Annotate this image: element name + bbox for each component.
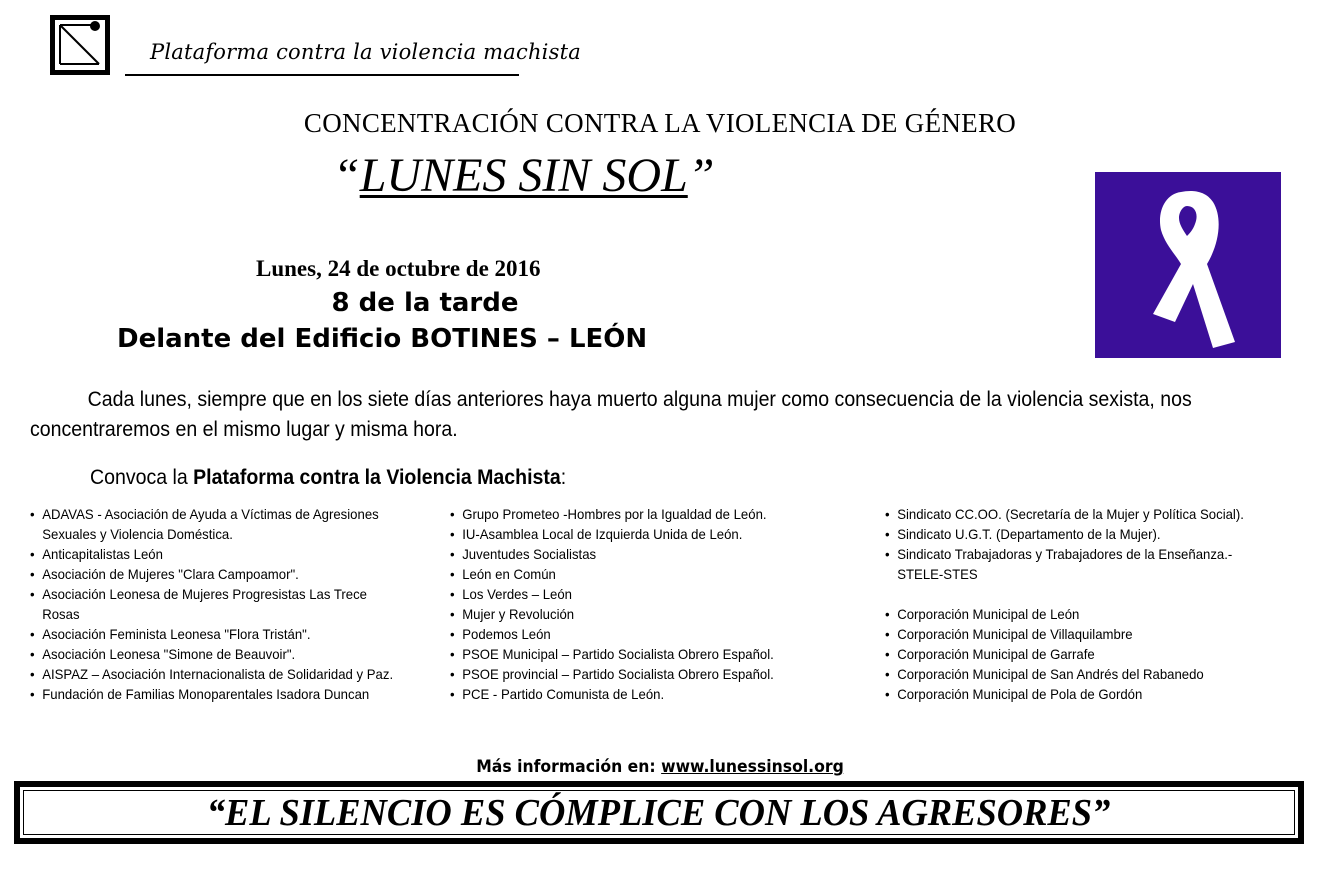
list-spacer: [885, 584, 1280, 604]
event-name: “LUNES SIN SOL”: [333, 149, 715, 202]
list-item: • Asociación Leonesa de Mujeres Progresistas Las Trece Rosas: [30, 584, 387, 624]
organizations-column-1: [30, 504, 410, 704]
description-paragraph: Cada lunes, siempre que en los siete días anteriores haya muerto alguna mujer como consecuencia de la violencia sexista, nos concentraremos en el mismo lugar y misma hora.: [30, 388, 1192, 441]
list-item: • León en Común: [450, 564, 826, 584]
event-place: Delante del Edificio BOTINES – LEÓN: [117, 324, 648, 354]
list-item: • Asociación de Mujeres "Clara Campoamor".: [30, 564, 387, 584]
list-item: • Juventudes Socialistas: [450, 544, 826, 564]
list-item: • IU-Asamblea Local de Izquierda Unida de León.: [450, 524, 826, 544]
list-item: • Sindicato Trabajadoras y Trabajadores de la Enseñanza.- STELE-STES: [885, 544, 1236, 584]
event-date: Lunes, 24 de octubre de 2016: [256, 256, 541, 281]
list-item: • Sindicato CC.OO. (Secretaría de la Mujer y Política Social).: [885, 504, 1280, 524]
event-title: CONCENTRACIÓN CONTRA LA VIOLENCIA DE GÉNERO: [303, 108, 1017, 138]
list-item: • Corporación Municipal de San Andrés del Rabanedo: [885, 664, 1280, 684]
organizations-column-2: [450, 504, 850, 704]
platform-logo-icon: [50, 15, 110, 75]
list-item: • Anticapitalistas León: [30, 544, 387, 564]
convoca-line: Convoca la Plataforma contra la Violencia Machista:: [90, 466, 567, 489]
list-item: • Podemos León: [450, 624, 826, 644]
awareness-ribbon-icon: [1095, 172, 1281, 358]
list-item: • Corporación Municipal de Villaquilambre: [885, 624, 1280, 644]
list-item: • Corporación Municipal de León: [885, 604, 1280, 624]
logo-underline-divider: [125, 74, 519, 76]
slogan-box: [14, 781, 1304, 844]
organizations-column-3: [885, 504, 1305, 704]
list-item: • Corporación Municipal de Garrafe: [885, 644, 1280, 664]
list-item: • ADAVAS - Asociación de Ayuda a Víctimas de Agresiones Sexuales y Violencia Doméstica.: [30, 504, 387, 544]
list-item: • Fundación de Familias Monoparentales Isadora Duncan: [30, 684, 387, 704]
list-item: • PSOE provincial – Partido Socialista Obrero Español.: [450, 664, 826, 684]
list-item: • Grupo Prometeo -Hombres por la Igualdad de León.: [450, 504, 826, 524]
list-item: • Mujer y Revolución: [450, 604, 826, 624]
list-item: • Sindicato U.G.T. (Departamento de la Mujer).: [885, 524, 1280, 544]
list-item: • Asociación Leonesa "Simone de Beauvoir".: [30, 644, 387, 664]
logo-text: Plataforma contra la violencia machista: [150, 40, 581, 64]
slogan-text: “EL SILENCIO ES CÓMPLICE CON LOS AGRESORES”: [207, 791, 1111, 834]
event-time: 8 de la tarde: [331, 288, 519, 318]
website-link[interactable]: www.lunessinsol.org: [661, 757, 844, 777]
convoca-org: Plataforma contra la Violencia Machista: [193, 466, 561, 489]
more-info: Más información en: www.lunessinsol.org: [476, 757, 844, 777]
event-name-text: LUNES SIN SOL: [359, 149, 688, 202]
list-item: • AISPAZ – Asociación Internacionalista de Solidaridad y Paz.: [30, 664, 387, 684]
list-item: • Los Verdes – León: [450, 584, 826, 604]
list-item: • Corporación Municipal de Pola de Gordón: [885, 684, 1280, 704]
list-item: • Asociación Feminista Leonesa "Flora Tristán".: [30, 624, 387, 644]
list-item: • PSOE Municipal – Partido Socialista Obrero Español.: [450, 644, 826, 664]
list-item: • PCE - Partido Comunista de León.: [450, 684, 826, 704]
